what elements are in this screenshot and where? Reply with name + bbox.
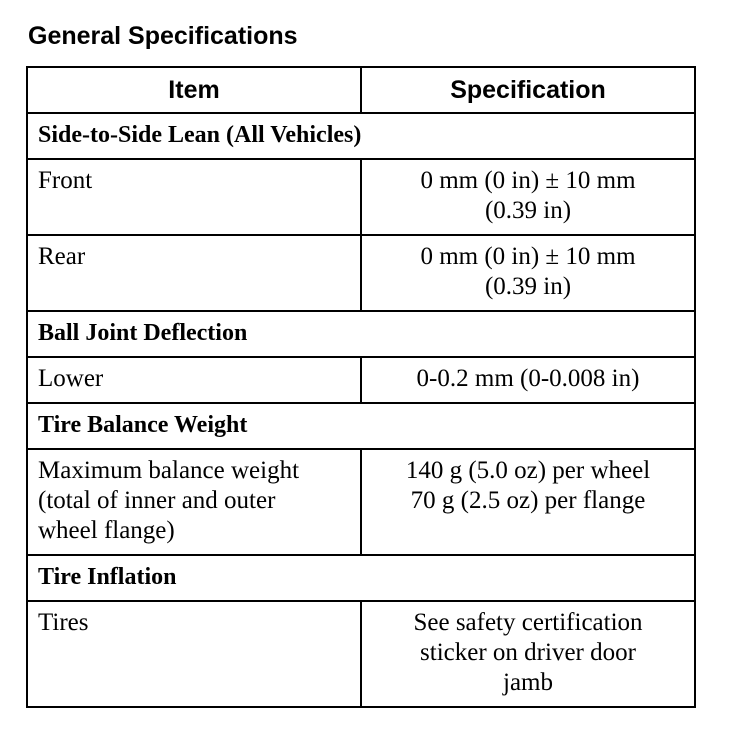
section-row <box>27 403 695 449</box>
section-row <box>27 311 695 357</box>
item-text: Lower <box>38 365 104 392</box>
item-cell <box>27 601 361 707</box>
item-text: Rear <box>38 243 86 270</box>
spec-text: 140 g (5.0 oz) per wheel <box>405 457 651 484</box>
header-row <box>27 67 695 113</box>
specifications-table <box>26 66 696 708</box>
column-header-item: Item <box>27 67 361 113</box>
item-text: Tires <box>38 609 89 636</box>
spec-text: 70 g (2.5 oz) per flange <box>410 487 646 514</box>
item-cell <box>27 449 361 555</box>
spec-text: 0-0.2 mm (0-0.008 in) <box>416 365 640 392</box>
table-row <box>27 159 695 235</box>
spec-text: 0 mm (0 in) ± 10 mm <box>420 167 636 194</box>
section-title: Tire Inflation <box>27 555 695 601</box>
spec-cell <box>361 601 695 707</box>
spec-text: 0 mm (0 in) ± 10 mm <box>420 243 636 270</box>
item-text: (total of inner and outer <box>38 487 276 514</box>
item-cell <box>27 159 361 235</box>
section-title: Ball Joint Deflection <box>27 311 695 357</box>
column-header-specification: Specification <box>361 67 695 113</box>
page-title: General Specifications <box>28 22 298 50</box>
item-text: Maximum balance weight <box>38 457 300 484</box>
table-row <box>27 601 695 707</box>
spec-cell <box>361 235 695 311</box>
table-row <box>27 357 695 403</box>
spec-text: (0.39 in) <box>484 273 572 300</box>
section-row <box>27 555 695 601</box>
spec-text: jamb <box>503 669 553 696</box>
item-text: wheel flange) <box>38 517 175 544</box>
spec-text: sticker on driver door <box>420 639 636 666</box>
section-row <box>27 113 695 159</box>
table-row <box>27 235 695 311</box>
table-row <box>27 449 695 555</box>
section-title: Side-to-Side Lean (All Vehicles) <box>27 113 695 159</box>
spec-cell <box>361 159 695 235</box>
spec-text: See safety certification <box>413 609 643 636</box>
item-text: Front <box>38 167 93 194</box>
item-cell <box>27 235 361 311</box>
spec-cell <box>361 449 695 555</box>
item-cell <box>27 357 361 403</box>
section-title: Tire Balance Weight <box>27 403 695 449</box>
spec-cell <box>361 357 695 403</box>
spec-text: (0.39 in) <box>484 197 572 224</box>
